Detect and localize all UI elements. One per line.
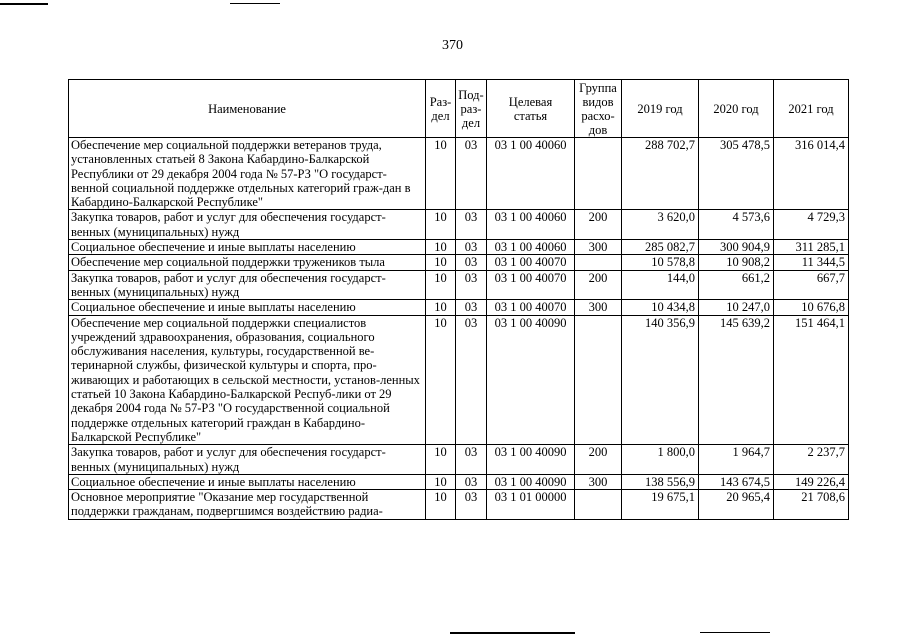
row-2020: 4 573,6 — [699, 210, 774, 240]
row-2019: 19 675,1 — [622, 490, 699, 520]
header-2020: 2020 год — [699, 80, 774, 138]
table-row — [69, 255, 849, 270]
budget-table — [68, 79, 849, 520]
row-name: Закупка товаров, работ и услуг для обеспечения государст-венных (муниципальных) нужд — [69, 210, 426, 240]
header-podrazdel-line: раз- — [460, 101, 482, 116]
header-2019: 2019 год — [622, 80, 699, 138]
header-razdel-line: Раз- — [429, 94, 452, 109]
row-2021: 316 014,4 — [774, 138, 849, 210]
header-podrazdel — [456, 80, 487, 138]
row-2020: 10 247,0 — [699, 300, 774, 315]
row-2019: 144,0 — [622, 270, 699, 300]
header-group-line: Группа — [579, 80, 617, 95]
row-target: 03 1 00 40060 — [487, 210, 575, 240]
row-name: Закупка товаров, работ и услуг для обеспечения государст-венных (муниципальных) нужд — [69, 270, 426, 300]
row-group — [575, 490, 622, 520]
row-razdel: 10 — [426, 255, 456, 270]
header-razdel-line: дел — [431, 108, 450, 123]
row-2021: 21 708,6 — [774, 490, 849, 520]
row-target: 03 1 00 40060 — [487, 240, 575, 255]
header-row — [69, 80, 849, 138]
row-2020: 10 908,2 — [699, 255, 774, 270]
top-scan-mark — [230, 3, 280, 4]
bottom-scan-mark — [700, 632, 770, 633]
row-2021: 667,7 — [774, 270, 849, 300]
row-podrazdel: 03 — [456, 445, 487, 475]
table-row — [69, 445, 849, 475]
header-2021: 2021 год — [774, 80, 849, 138]
row-2019: 10 578,8 — [622, 255, 699, 270]
row-podrazdel: 03 — [456, 138, 487, 210]
table-row — [69, 240, 849, 255]
row-2020: 143 674,5 — [699, 474, 774, 489]
header-target-line: статья — [513, 108, 548, 123]
header-group-line: видов — [582, 94, 614, 109]
row-group: 300 — [575, 474, 622, 489]
row-razdel: 10 — [426, 315, 456, 445]
row-podrazdel: 03 — [456, 270, 487, 300]
header-group-line: расхо- — [581, 108, 615, 123]
row-2019: 3 620,0 — [622, 210, 699, 240]
row-target: 03 1 00 40070 — [487, 270, 575, 300]
table-row — [69, 138, 849, 210]
row-razdel: 10 — [426, 474, 456, 489]
top-scan-mark — [0, 3, 48, 5]
row-podrazdel: 03 — [456, 490, 487, 520]
row-2020: 300 904,9 — [699, 240, 774, 255]
row-target: 03 1 00 40060 — [487, 138, 575, 210]
row-razdel: 10 — [426, 270, 456, 300]
row-podrazdel: 03 — [456, 300, 487, 315]
row-name: Социальное обеспечение и иные выплаты населению — [69, 240, 426, 255]
row-group: 200 — [575, 445, 622, 475]
row-2020: 305 478,5 — [699, 138, 774, 210]
row-2019: 285 082,7 — [622, 240, 699, 255]
header-target-line: Целевая — [508, 94, 553, 109]
row-target: 03 1 01 00000 — [487, 490, 575, 520]
row-podrazdel: 03 — [456, 210, 487, 240]
row-2019: 140 356,9 — [622, 315, 699, 445]
row-2021: 149 226,4 — [774, 474, 849, 489]
row-target: 03 1 00 40090 — [487, 474, 575, 489]
row-2021: 2 237,7 — [774, 445, 849, 475]
row-group — [575, 315, 622, 445]
header-target — [487, 80, 575, 138]
row-2021: 4 729,3 — [774, 210, 849, 240]
row-name: Социальное обеспечение и иные выплаты населению — [69, 300, 426, 315]
row-razdel: 10 — [426, 445, 456, 475]
row-name: Обеспечение мер социальной поддержки ветеранов труда, установленных статьей 8 Закона Кабардино-Балкарской Республики от 29 декабря 2004 года № 57-РЗ "О государст-венной социальной поддержке отдельных категорий граж-дан в Кабардино-Балкарской Республике" — [69, 138, 426, 210]
row-2019: 10 434,8 — [622, 300, 699, 315]
row-2020: 20 965,4 — [699, 490, 774, 520]
row-group: 300 — [575, 240, 622, 255]
table-row — [69, 474, 849, 489]
row-target: 03 1 00 40070 — [487, 255, 575, 270]
row-group — [575, 138, 622, 210]
row-2020: 1 964,7 — [699, 445, 774, 475]
row-group: 200 — [575, 210, 622, 240]
row-2021: 11 344,5 — [774, 255, 849, 270]
row-podrazdel: 03 — [456, 240, 487, 255]
row-2020: 145 639,2 — [699, 315, 774, 445]
row-name: Социальное обеспечение и иные выплаты населению — [69, 474, 426, 489]
row-name: Закупка товаров, работ и услуг для обеспечения государст-венных (муниципальных) нужд — [69, 445, 426, 475]
header-group-line: дов — [588, 122, 608, 137]
table-row — [69, 270, 849, 300]
row-razdel: 10 — [426, 300, 456, 315]
row-2021: 10 676,8 — [774, 300, 849, 315]
row-razdel: 10 — [426, 490, 456, 520]
header-name: Наименование — [69, 80, 426, 138]
row-razdel: 10 — [426, 240, 456, 255]
row-2021: 311 285,1 — [774, 240, 849, 255]
row-target: 03 1 00 40090 — [487, 315, 575, 445]
row-target: 03 1 00 40090 — [487, 445, 575, 475]
row-2019: 288 702,7 — [622, 138, 699, 210]
row-name: Обеспечение мер социальной поддержки специалистов учреждений здравоохранения, образования, социального обслуживания населения, культуры, государственной ве-теринарной службы, физической культуры и спорта, про-живающих и работающих в сельской местности, установ-ленных статьей 10 Закона Кабардино-Балкарской Респуб-лики от 29 декабря 2004 года № 57-РЗ "О государственной социальной поддержке отдельных категорий граждан в Кабардино-Балкарской Республике" — [69, 315, 426, 445]
row-name: Обеспечение мер социальной поддержки тружеников тыла — [69, 255, 426, 270]
header-podrazdel-line: Под- — [458, 87, 484, 102]
table-row — [69, 210, 849, 240]
row-razdel: 10 — [426, 138, 456, 210]
row-2019: 138 556,9 — [622, 474, 699, 489]
row-2020: 661,2 — [699, 270, 774, 300]
page-number: 370 — [442, 38, 463, 53]
row-name: Основное мероприятие "Оказание мер государственной поддержки гражданам, подвергшимся воздействию радиа- — [69, 490, 426, 520]
row-group — [575, 255, 622, 270]
table-row — [69, 490, 849, 520]
row-podrazdel: 03 — [456, 315, 487, 445]
header-podrazdel-line: дел — [461, 115, 481, 130]
header-razdel — [426, 80, 456, 138]
row-podrazdel: 03 — [456, 474, 487, 489]
header-group — [575, 80, 622, 138]
row-target: 03 1 00 40070 — [487, 300, 575, 315]
bottom-scan-mark — [450, 632, 575, 634]
table-row — [69, 300, 849, 315]
row-2021: 151 464,1 — [774, 315, 849, 445]
row-group: 200 — [575, 270, 622, 300]
row-podrazdel: 03 — [456, 255, 487, 270]
row-razdel: 10 — [426, 210, 456, 240]
row-group: 300 — [575, 300, 622, 315]
row-2019: 1 800,0 — [622, 445, 699, 475]
table-row — [69, 315, 849, 445]
